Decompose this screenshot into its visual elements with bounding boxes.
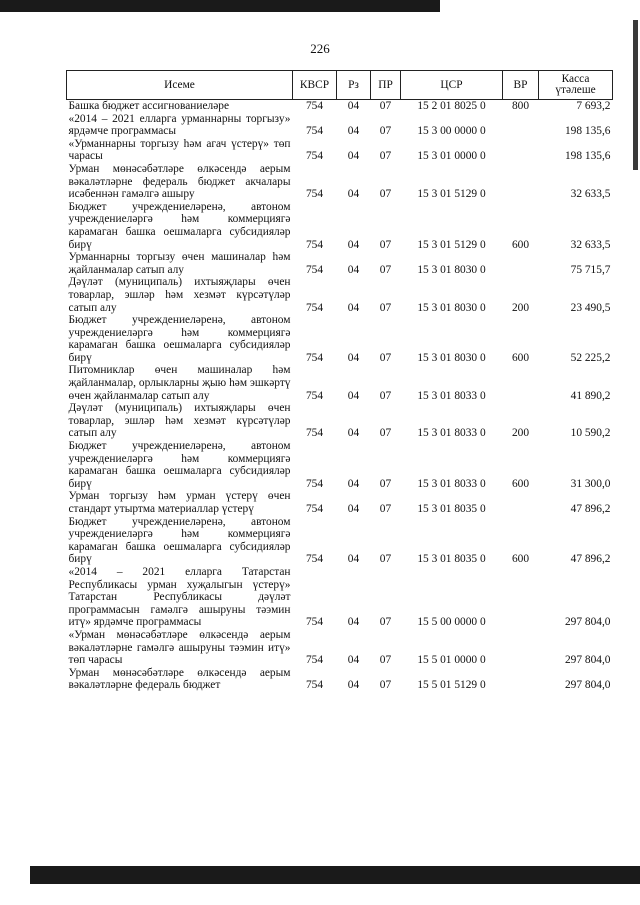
- cell-amount: 32 633,5: [570, 238, 611, 251]
- table-header: [67, 71, 613, 100]
- cell-csr: 15 3 00 0000 0: [417, 125, 486, 138]
- cell-amount: 297 804,0: [564, 679, 611, 692]
- cell-name: Башка бюджет ассигнованиеләре: [68, 100, 230, 112]
- cell-name: «2014 – 2021 елларга Татарстан Республикасы урман хуҗалыгын үстерү» Татарстан Республикасы дәүләт программасын гамәлгә ашыруны тәэмин итү» ярдәмче программасы: [68, 565, 291, 629]
- cell-csr: 15 2 01 8025 0: [417, 100, 486, 112]
- cell-name: Бюджет учреждениеләренә, автоном учреждениеләргә һәм коммерциягә карамаган башка оешмаларга субсидияләр бирү: [68, 314, 291, 364]
- table-row: [67, 113, 613, 138]
- cell-vr: 600: [511, 553, 530, 566]
- cell-amount: 47 896,2: [570, 553, 611, 566]
- cell-kvsr: 754: [305, 477, 324, 490]
- scan-border-top: [0, 0, 440, 12]
- cell-name: Урман торгызу һәм урман үстерү өчен стандарт утыртма материаллар үстерү: [68, 490, 291, 515]
- cell-amount: 10 590,2: [570, 427, 611, 440]
- cell-rz: 04: [347, 389, 360, 402]
- cell-vr: 200: [511, 427, 530, 440]
- cell-amount: 198 135,6: [564, 125, 611, 138]
- cell-kvsr: 754: [305, 100, 324, 112]
- cell-amount: 41 890,2: [570, 389, 611, 402]
- cell-rz: 04: [347, 150, 360, 163]
- cell-vr: [503, 163, 539, 201]
- table-row: [67, 629, 613, 667]
- cell-kvsr: 754: [305, 616, 324, 629]
- table-row: [67, 667, 613, 692]
- cell-csr: 15 5 00 0000 0: [417, 616, 486, 629]
- cell-amount: 47 896,2: [570, 503, 611, 515]
- table-body: [67, 100, 613, 692]
- table-row: [67, 440, 613, 490]
- cell-pr: 07: [379, 301, 392, 314]
- cell-amount: 297 804,0: [564, 616, 611, 629]
- cell-csr: 15 3 01 8035 0: [417, 553, 486, 566]
- cell-rz: 04: [347, 427, 360, 440]
- cell-csr: 15 3 01 5129 0: [417, 188, 486, 201]
- cell-amount: 198 135,6: [564, 150, 611, 163]
- cell-csr: 15 5 01 0000 0: [417, 654, 486, 667]
- cell-kvsr: 754: [305, 427, 324, 440]
- cell-pr: 07: [379, 188, 392, 201]
- cell-name: «Урманнарны торгызу һәм агач үстерү» төп чарасы: [68, 137, 291, 163]
- cell-kvsr: 754: [305, 188, 324, 201]
- table-row: [67, 251, 613, 276]
- cell-name: Дәүләт (муниципаль) ихтыяҗлары өчен товарлар, эшләр һәм хезмәт күрсәтүләр сатып алу: [68, 276, 291, 314]
- cell-pr: 07: [379, 427, 392, 440]
- cell-name: Урман мөнәсәбәтләре өлкәсендә аерым вәкаләтләрне федераль бюджет акчалары исәбеннән гамәлгә ашыру: [68, 162, 291, 201]
- header-kvsr: КВСР: [293, 71, 337, 100]
- cell-pr: 07: [379, 150, 392, 163]
- cell-name: «Урман мөнәсәбәтләре өлкәсендә аерым вәкаләтләрне гамәлгә ашыруны тәэмин итү» төп чарасы: [68, 628, 291, 667]
- cell-kvsr: 754: [305, 150, 324, 163]
- cell-vr: 800: [511, 100, 530, 112]
- cell-rz: 04: [347, 654, 360, 667]
- table-row: [67, 490, 613, 515]
- cell-csr: 15 3 01 8033 0: [417, 477, 486, 490]
- cell-name: Урман мөнәсәбәтләре өлкәсендә аерым вәкаләтләрне федераль бюджет: [68, 666, 291, 692]
- table-row: [67, 201, 613, 251]
- page-number: 226: [310, 41, 330, 56]
- table-row: [67, 516, 613, 566]
- cell-pr: 07: [379, 125, 392, 138]
- budget-table: [66, 70, 613, 692]
- cell-name: «2014 – 2021 елларга урманнарны торгызу» ярдәмче программасы: [68, 112, 291, 138]
- table-row: [67, 276, 613, 314]
- cell-vr: [503, 251, 539, 276]
- table-row: [67, 163, 613, 201]
- cell-amount: 297 804,0: [564, 654, 611, 667]
- table-row: [67, 402, 613, 440]
- header-rz: Рз: [337, 71, 371, 100]
- cell-kvsr: 754: [305, 654, 324, 667]
- cell-rz: 04: [347, 553, 360, 566]
- cell-csr: 15 3 01 8030 0: [417, 301, 486, 314]
- cell-amount: 23 490,5: [570, 301, 611, 314]
- cell-name: Бюджет учреждениеләренә, автоном учреждениеләргә һәм коммерциягә карамаган башка оешмаларга субсидияләр бирү: [68, 200, 291, 251]
- cell-kvsr: 754: [305, 351, 324, 364]
- cell-csr: 15 3 01 8033 0: [417, 427, 486, 440]
- cell-kvsr: 754: [305, 238, 324, 251]
- cell-pr: 07: [379, 616, 392, 629]
- cell-vr: [503, 364, 539, 402]
- cell-rz: 04: [347, 188, 360, 201]
- table-row: [67, 314, 613, 364]
- cell-rz: 04: [347, 679, 360, 692]
- header-vr: ВР: [503, 71, 539, 100]
- cell-pr: 07: [379, 679, 392, 692]
- cell-kvsr: 754: [305, 679, 324, 692]
- cell-rz: 04: [347, 263, 360, 276]
- cell-csr: 15 3 01 8030 0: [417, 263, 486, 276]
- table-row: [67, 364, 613, 402]
- cell-vr: [503, 566, 539, 629]
- cell-pr: 07: [379, 389, 392, 402]
- cell-rz: 04: [347, 125, 360, 138]
- cell-csr: 15 3 01 0000 0: [417, 150, 486, 163]
- cell-name: Бюджет учреждениеләренә, автоном учреждениеләргә һәм коммерциягә карамаган башка оешмаларга субсидияләр бирү: [68, 440, 291, 490]
- cell-csr: 15 3 01 8030 0: [417, 351, 486, 364]
- cell-csr: 15 3 01 8033 0: [417, 389, 486, 402]
- cell-amount: 32 633,5: [570, 188, 611, 201]
- header-amount: Касса үтәлеше: [539, 71, 613, 100]
- cell-pr: 07: [379, 100, 392, 112]
- cell-kvsr: 754: [305, 301, 324, 314]
- cell-vr: [503, 113, 539, 138]
- header-csr: ЦСР: [401, 71, 503, 100]
- cell-vr: [503, 490, 539, 515]
- cell-pr: 07: [379, 654, 392, 667]
- cell-name: Урманнарны торгызу өчен машиналар һәм җайланмалар сатып алу: [68, 251, 291, 276]
- cell-vr: 600: [511, 477, 530, 490]
- cell-pr: 07: [379, 263, 392, 276]
- cell-name: Дәүләт (муниципаль) ихтыяҗлары өчен товарлар, эшләр һәм хезмәт күрсәтүләр сатып алу: [68, 402, 291, 440]
- cell-kvsr: 754: [305, 553, 324, 566]
- cell-pr: 07: [379, 351, 392, 364]
- cell-csr: 15 3 01 8035 0: [417, 503, 486, 515]
- cell-rz: 04: [347, 616, 360, 629]
- cell-name: Бюджет учреждениеләренә, автоном учреждениеләргә һәм коммерциягә карамаган башка оешмаларга субсидияләр бирү: [68, 515, 291, 566]
- cell-rz: 04: [347, 238, 360, 251]
- cell-kvsr: 754: [305, 389, 324, 402]
- table-row: [67, 138, 613, 163]
- cell-amount: 31 300,0: [570, 477, 611, 490]
- cell-vr: 600: [511, 238, 530, 251]
- cell-vr: 600: [511, 351, 530, 364]
- scan-border-bottom: [30, 866, 640, 884]
- cell-csr: 15 5 01 5129 0: [417, 679, 486, 692]
- cell-csr: 15 3 01 5129 0: [417, 238, 486, 251]
- cell-amount: 75 715,7: [570, 263, 611, 276]
- cell-amount: 52 225,2: [570, 351, 611, 364]
- cell-kvsr: 754: [305, 263, 324, 276]
- cell-vr: [503, 667, 539, 692]
- cell-rz: 04: [347, 503, 360, 515]
- cell-pr: 07: [379, 503, 392, 515]
- table-row: [67, 100, 613, 113]
- cell-rz: 04: [347, 100, 360, 112]
- cell-vr: 200: [511, 301, 530, 314]
- cell-rz: 04: [347, 351, 360, 364]
- cell-rz: 04: [347, 301, 360, 314]
- header-name: Исеме: [67, 71, 293, 100]
- cell-name: Питомниклар өчен машиналар һәм җайланмалар, орлыкларны җыю һәм эшкәртү өчен җайланмалар сатып алу: [68, 364, 291, 402]
- cell-pr: 07: [379, 238, 392, 251]
- cell-kvsr: 754: [305, 125, 324, 138]
- header-pr: ПР: [371, 71, 401, 100]
- cell-rz: 04: [347, 477, 360, 490]
- cell-amount: 7 693,2: [576, 100, 611, 112]
- cell-pr: 07: [379, 477, 392, 490]
- cell-pr: 07: [379, 553, 392, 566]
- cell-vr: [503, 138, 539, 163]
- cell-vr: [503, 629, 539, 667]
- cell-kvsr: 754: [305, 503, 324, 515]
- table-row: [67, 566, 613, 629]
